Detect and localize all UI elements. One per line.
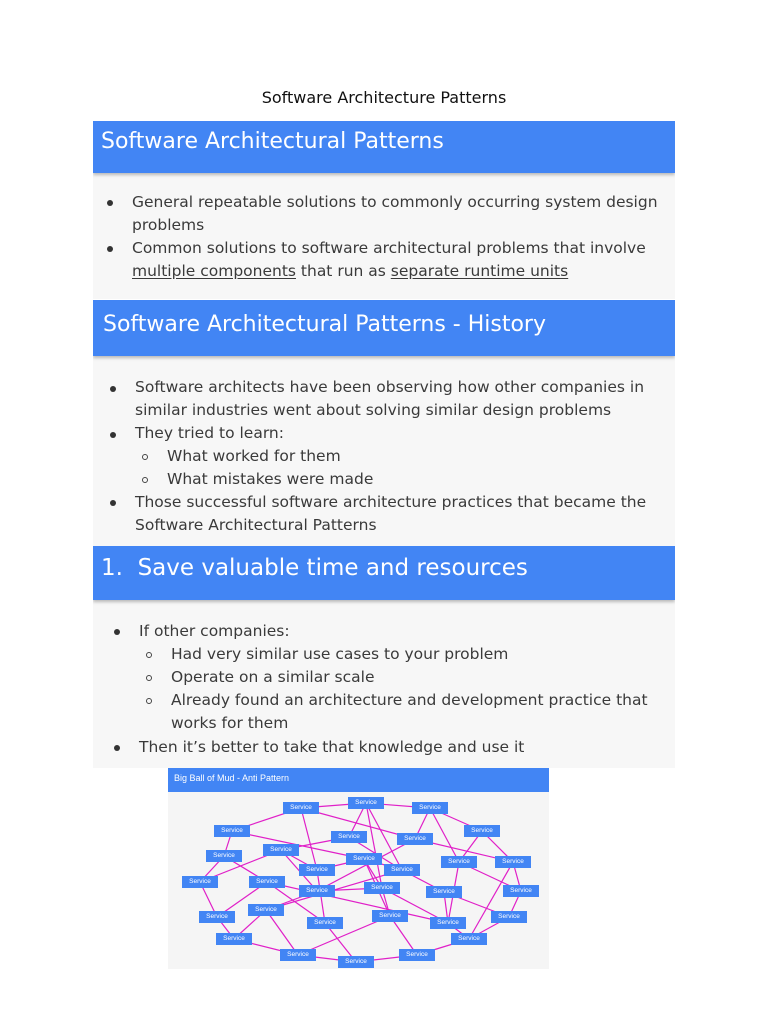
bullet — [110, 500, 116, 506]
service-node: Service — [214, 825, 250, 837]
slide-1 — [93, 121, 675, 299]
service-node: Service — [348, 797, 384, 809]
diagram-edge — [301, 808, 317, 870]
service-node: Service — [299, 864, 335, 876]
diagram-edge — [430, 808, 459, 862]
service-node: Service — [491, 911, 527, 923]
slide-2-line-4: What worked for them — [167, 447, 341, 465]
slide-2 — [93, 300, 675, 546]
service-node: Service — [331, 831, 367, 843]
service-node: Service — [280, 949, 316, 961]
sub-bullet — [142, 477, 148, 483]
bullet — [114, 745, 120, 751]
service-node: Service — [430, 917, 466, 929]
slide-3-line-4: Already found an architecture and development practice that — [171, 691, 648, 709]
service-node: Service — [346, 853, 382, 865]
bullet — [107, 246, 113, 252]
service-node: Service — [249, 876, 285, 888]
bullet — [107, 200, 113, 206]
sub-bullet — [142, 454, 148, 460]
service-node: Service — [263, 844, 299, 856]
slide-2-line-6: Those successful software architecture practices that became the — [135, 493, 647, 511]
slide-2-line-3: They tried to learn: — [135, 424, 284, 442]
underlined-term: separate runtime units — [390, 262, 569, 280]
slide-3-line-5: works for them — [171, 714, 289, 732]
diagram-edge — [267, 882, 448, 923]
slide-2-line-1: Software architects have been observing how other companies in — [135, 378, 645, 396]
service-node: Service — [216, 933, 252, 945]
service-node: Service — [206, 850, 242, 862]
slide-2-header: Software Architectural Patterns - History — [93, 300, 675, 356]
slide-3-line-2: Had very similar use cases to your problem — [171, 645, 509, 663]
service-node: Service — [397, 833, 433, 845]
slide-1-header: Software Architectural Patterns — [93, 121, 675, 173]
slide-2-line-5: What mistakes were made — [167, 470, 374, 488]
service-node: Service — [426, 886, 462, 898]
service-node: Service — [338, 956, 374, 968]
sub-bullet — [146, 652, 152, 658]
service-node: Service — [248, 904, 284, 916]
service-node: Service — [199, 911, 235, 923]
slide-1-line-2: problems — [132, 216, 205, 234]
slide-3-line-1: If other companies: — [139, 622, 290, 640]
sub-bullet — [146, 698, 152, 704]
slide-1-line-3: Common solutions to software architectural problems that involve — [132, 239, 646, 257]
service-node: Service — [307, 917, 343, 929]
service-node: Service — [399, 949, 435, 961]
service-node: Service — [495, 856, 531, 868]
service-node: Service — [412, 802, 448, 814]
slide-3-line-6: Then it’s better to take that knowledge and use it — [139, 738, 525, 756]
slide-1-line-4 — [132, 262, 568, 280]
bullet — [110, 432, 116, 438]
service-node: Service — [182, 876, 218, 888]
bullet — [110, 386, 116, 392]
service-node: Service — [441, 856, 477, 868]
slide-1-line-1: General repeatable solutions to commonly occurring system design — [132, 193, 658, 211]
underlined-term: multiple components — [132, 262, 296, 280]
service-node: Service — [283, 802, 319, 814]
text-run: that run as — [295, 262, 391, 280]
slide-3 — [93, 546, 675, 768]
big-ball-of-mud-diagram — [168, 768, 549, 969]
service-node: Service — [451, 933, 487, 945]
service-node: Service — [464, 825, 500, 837]
sub-bullet — [146, 675, 152, 681]
slide-2-line-7: Software Architectural Patterns — [135, 516, 377, 534]
bullet — [114, 629, 120, 635]
diagram-title: Big Ball of Mud - Anti Pattern — [168, 768, 549, 792]
service-node: Service — [364, 882, 400, 894]
slide-3-line-3: Operate on a similar scale — [171, 668, 375, 686]
service-node: Service — [299, 885, 335, 897]
service-node: Service — [384, 864, 420, 876]
service-node: Service — [503, 885, 539, 897]
document-title: Software Architecture Patterns — [261, 88, 507, 107]
slide-2-line-2: similar industries went about solving similar design problems — [135, 401, 612, 419]
slide-3-header: 1. Save valuable time and resources — [93, 546, 675, 600]
service-node: Service — [372, 910, 408, 922]
